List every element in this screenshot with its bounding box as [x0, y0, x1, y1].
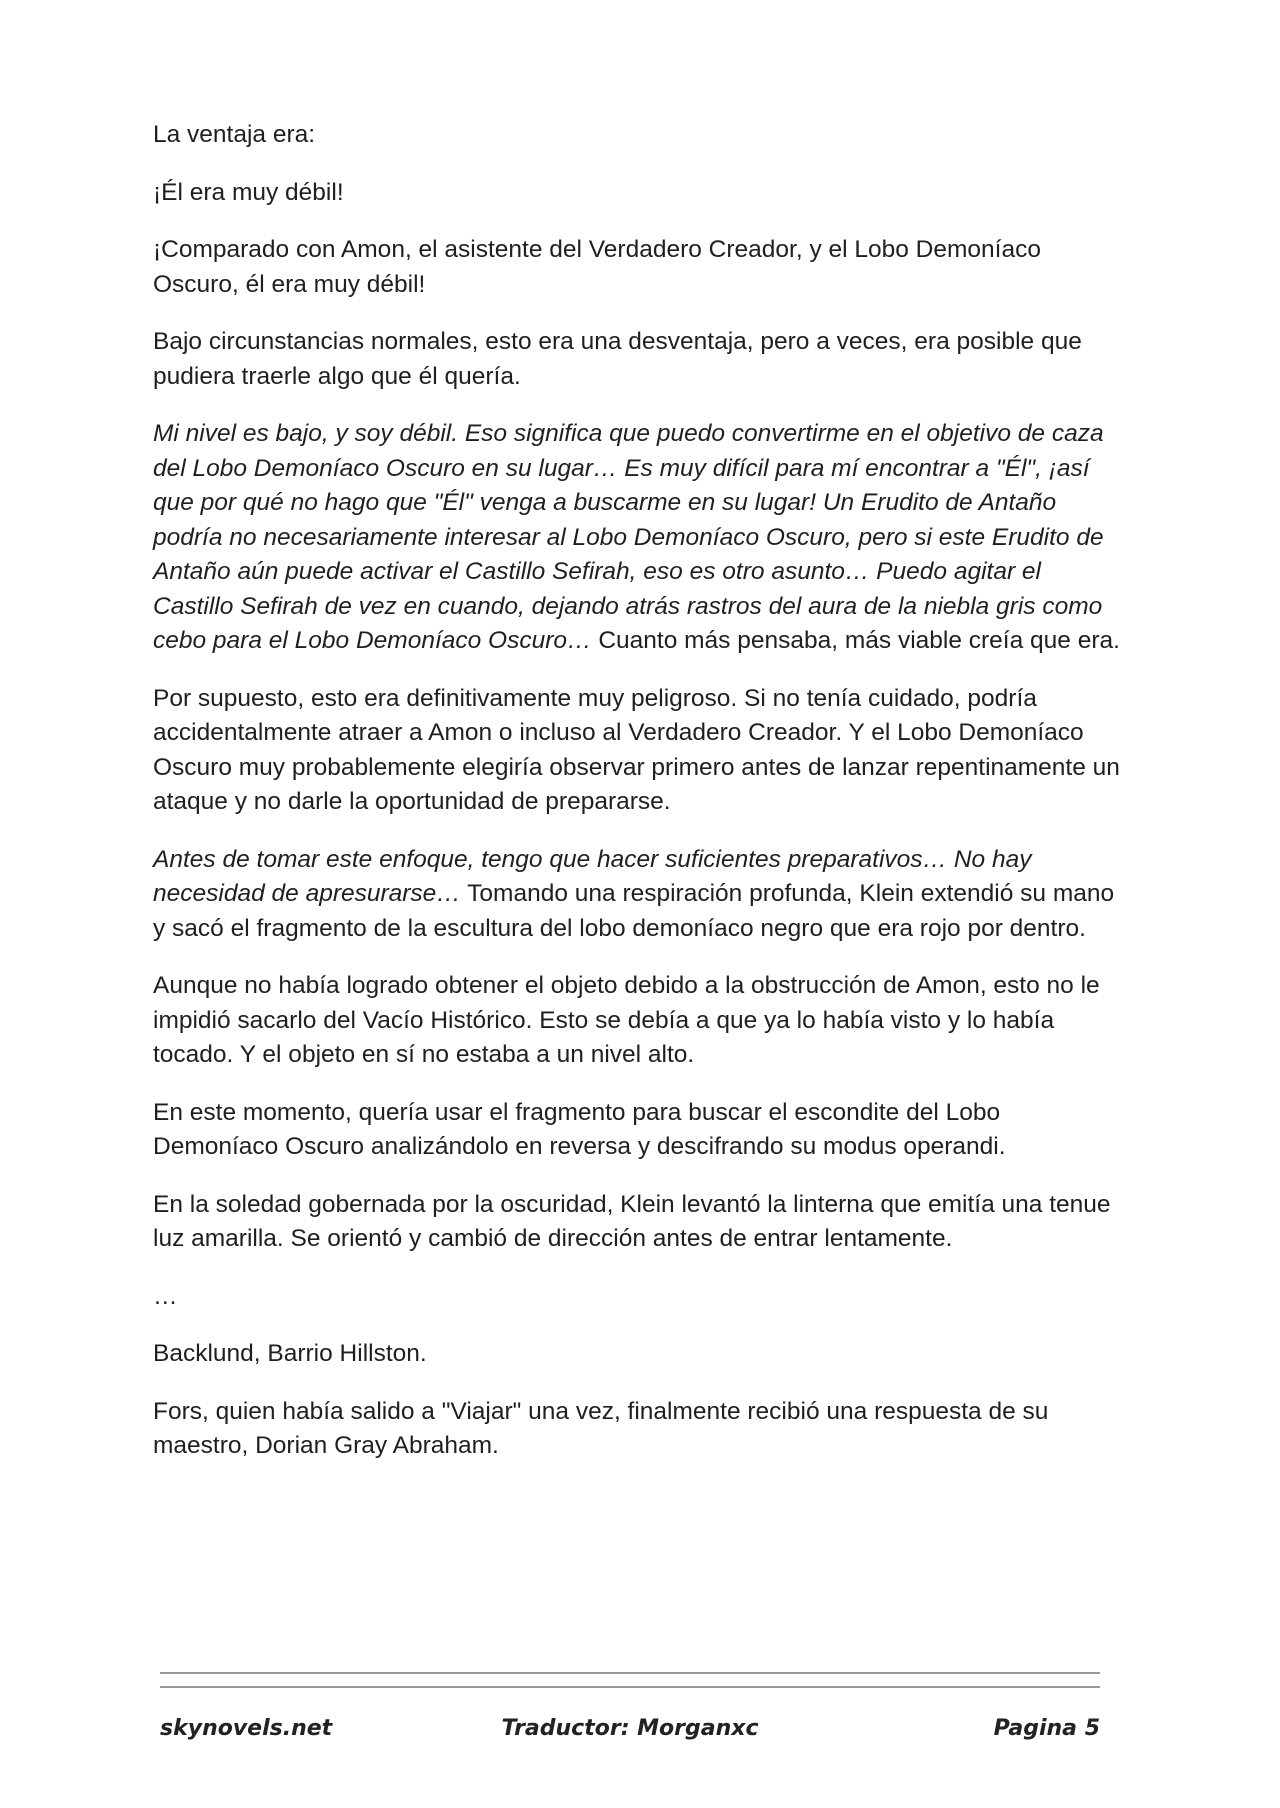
paragraph [153, 1280, 1123, 1315]
footer-translator: Traductor: Morganxc [501, 1716, 759, 1741]
text-segment: Aunque no había logrado obtener el objeto debido a la obstrucción de Amon, esto no le impidió sacarlo del Vacío Histórico. Esto se debía a que ya lo había visto y lo había tocado. Y el objeto en sí no estaba a un nivel alto. [153, 972, 1100, 1068]
paragraph [153, 417, 1123, 659]
footer-divider-bottom [160, 1686, 1100, 1688]
text-segment: ¡Él era muy débil! [153, 178, 344, 206]
text-segment: En este momento, quería usar el fragmento para buscar el escondite del Lobo Demoníaco Oscuro analizándolo en reversa y descifrando su modus operandi. [153, 1098, 1006, 1160]
text-segment: Por supuesto, esto era definitivamente muy peligroso. Si no tenía cuidado, podría accidentalmente atraer a Amon o incluso al Verdadero Creador. Y el Lobo Demoníaco Oscuro muy probablemente elegiría observar primero antes de lanzar repentinamente un ataque y no darle la oportunidad de prepararse. [153, 684, 1120, 815]
paragraph [153, 969, 1123, 1073]
paragraph [153, 1337, 1123, 1372]
text-segment: Cuanto más pensaba, más viable creía que era. [591, 627, 1120, 654]
italic-text-segment: Antes de tomar este enfoque, tengo que hacer suficientes preparativos… No hay necesidad de apresurarse… [153, 845, 1032, 907]
text-segment: ¡Comparado con Amon, el asistente del Verdadero Creador, y el Lobo Demoníaco Oscuro, él era muy débil! [153, 236, 1041, 298]
text-segment: Tomando una respiración profunda, Klein extendió su mano y sacó el fragmento de la escultura del lobo demoníaco negro que era rojo por dentro. [153, 880, 1115, 942]
footer-site-name: skynovels.net [160, 1716, 333, 1741]
text-segment: Backlund, Barrio Hillston. [153, 1340, 427, 1367]
paragraph [153, 682, 1123, 820]
paragraph [153, 176, 1123, 211]
page-footer [160, 1716, 1100, 1750]
footer-divider-top [160, 1672, 1100, 1674]
paragraph [153, 1096, 1123, 1165]
footer-page-number: Pagina 5 [993, 1716, 1100, 1741]
italic-text-segment: Mi nivel es bajo, y soy débil. Eso significa que puedo convertirme en el objetivo de caza del Lobo Demoníaco Oscuro en su lugar… Es muy difícil para mí encontrar a "Él", ¡así que por qué no hago que "Él" venga a buscarme en su lugar! Un Erudito de Antaño podría no necesariamente interesar al Lobo Demoníaco Oscuro, pero si este Erudito de Antaño aún puede activar el Castillo Sefirah, eso es otro asunto… Puedo agitar el Castillo Sefirah de vez en cuando, dejando atrás rastros del aura de la niebla gris como cebo para el Lobo Demoníaco Oscuro… [153, 420, 1104, 654]
text-segment: En la soledad gobernada por la oscuridad, Klein levantó la linterna que emitía una tenue luz amarilla. Se orientó y cambió de dirección antes de entrar lentamente. [153, 1190, 1111, 1252]
paragraph [153, 843, 1123, 947]
paragraph [153, 325, 1123, 394]
text-segment: … [153, 1282, 178, 1310]
text-segment: Bajo circunstancias normales, esto era una desventaja, pero a veces, era posible que pudiera traerle algo que él quería. [153, 328, 1082, 390]
paragraph [153, 1395, 1123, 1464]
paragraph [153, 118, 1123, 153]
paragraph [153, 1188, 1123, 1257]
text-segment: La ventaja era: [153, 121, 316, 148]
paragraph [153, 233, 1123, 302]
document-body [153, 118, 1123, 1487]
text-segment: Fors, quien había salido a "Viajar" una vez, finalmente recibió una respuesta de su maestro, Dorian Gray Abraham. [153, 1397, 1049, 1459]
